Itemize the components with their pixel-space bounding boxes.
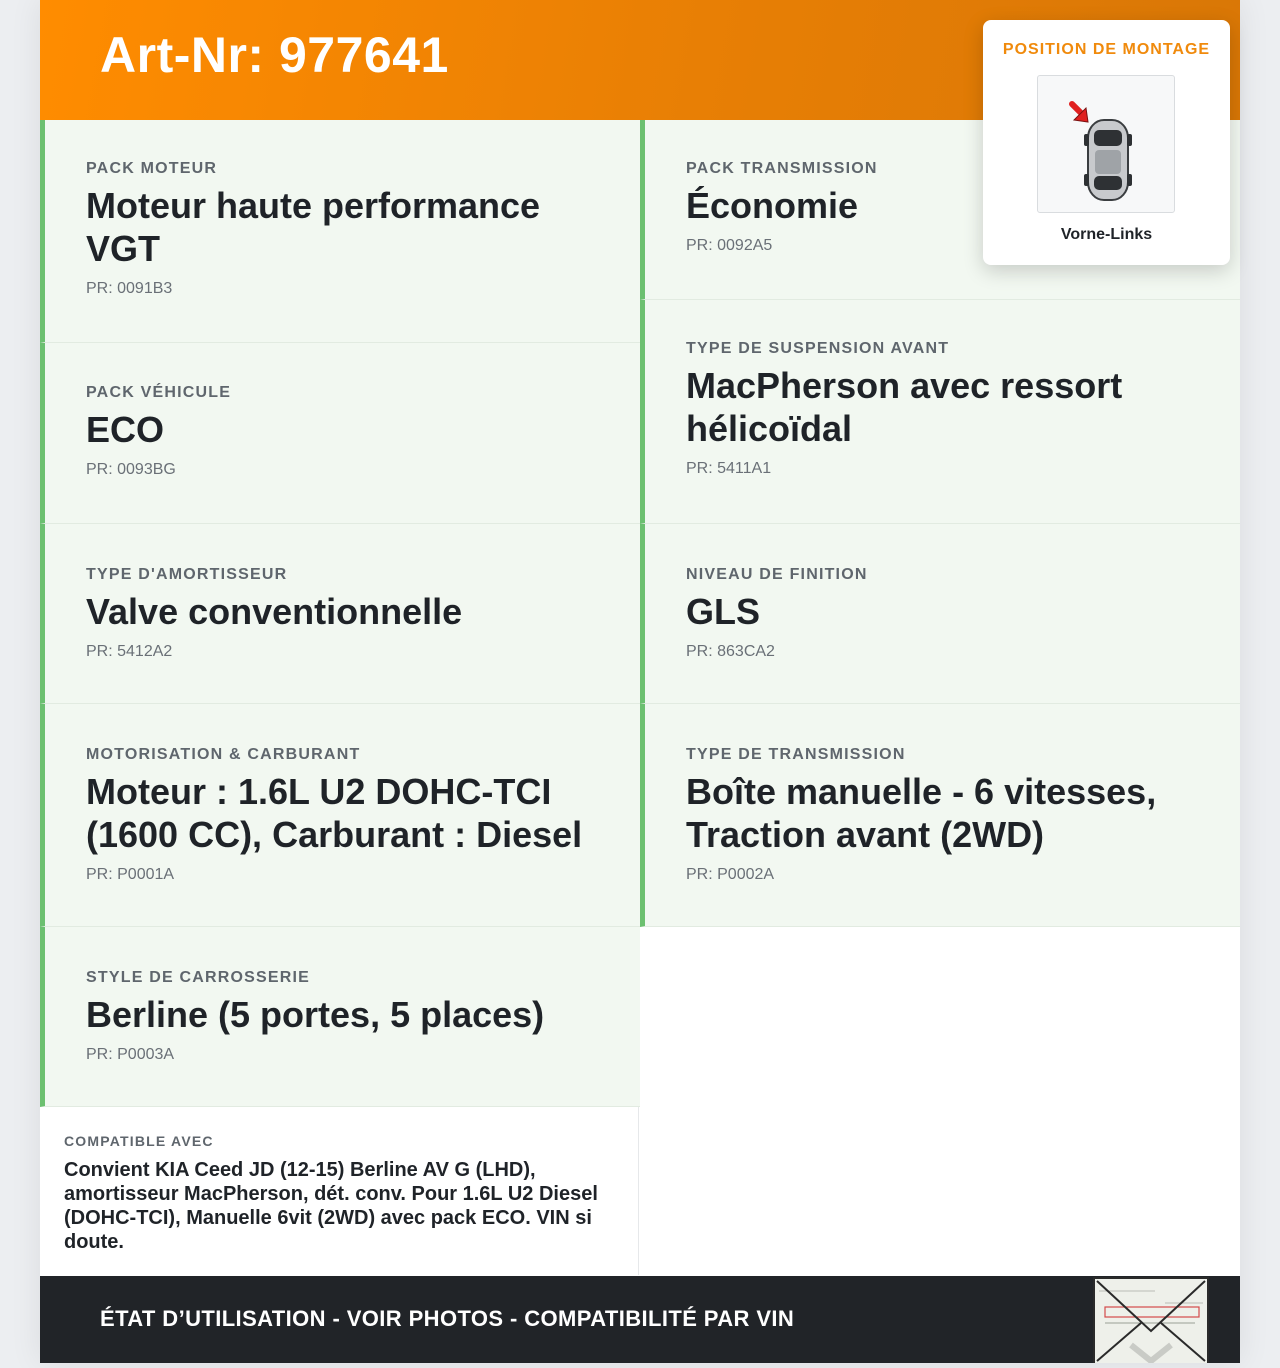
- product-sheet: [40, 0, 1240, 1363]
- article-number-title: Art-Nr: 977641: [100, 27, 449, 83]
- spec-cell-engine-fuel: [40, 704, 640, 927]
- spec-label: TYPE DE TRANSMISSION: [686, 746, 906, 763]
- spec-value: Économie: [686, 185, 859, 226]
- spec-label: NIVEAU DE FINITION: [686, 566, 868, 583]
- spec-label: TYPE D'AMORTISSEUR: [86, 566, 288, 583]
- spec-pr-code: PR: P0002A: [686, 866, 775, 883]
- spec-pr-code: PR: 863CA2: [686, 643, 775, 660]
- car-top-view-icon: [1037, 75, 1175, 213]
- spec-cell-trim-level: [640, 524, 1240, 704]
- spec-cell-transmission-type: [640, 704, 1240, 927]
- spec-value: ECO: [86, 409, 165, 450]
- spec-value: Moteur haute performance VGT: [86, 185, 541, 269]
- spec-value: MacPherson avec ressort hélicoïdal: [686, 365, 1123, 449]
- spec-pr-code: PR: 5411A1: [686, 460, 772, 477]
- spec-label: PACK VÉHICULE: [86, 384, 232, 401]
- compatibility-block: [40, 1107, 639, 1275]
- spec-pr-code: PR: 5412A2: [86, 643, 173, 660]
- mounting-position-card: [983, 20, 1230, 265]
- spec-label: STYLE DE CARROSSERIE: [86, 969, 311, 986]
- mounting-position-label: Vorne-Links: [1060, 226, 1153, 243]
- spec-pr-code: PR: 0091B3: [86, 280, 173, 297]
- spec-pr-code: PR: P0003A: [86, 1046, 175, 1063]
- spec-cell-front-suspension: [640, 300, 1240, 524]
- spec-cell-shock-type: [40, 524, 640, 704]
- footer-notice: ÉTAT D’UTILISATION - VOIR PHOTOS - COMPATIBILITÉ PAR VIN: [100, 1306, 795, 1331]
- spec-value: Valve conventionnelle: [86, 591, 463, 632]
- spec-label: PACK TRANSMISSION: [686, 160, 878, 177]
- mounting-position-title: POSITION DE MONTAGE: [1002, 41, 1211, 58]
- spec-value: Boîte manuelle - 6 vitesses, Traction avant (2WD): [686, 771, 1157, 855]
- spec-cell-vehicle-pack: [40, 343, 640, 524]
- empty-grid-cell: [640, 927, 1240, 1275]
- spec-pr-code: PR: P0001A: [86, 866, 175, 883]
- compatibility-text: Convient KIA Ceed JD (12-15) Berline AV G (LHD), amortisseur MacPherson, dét. conv. Pour 1.6L U2 Diesel (DOHC-TCI), Manuelle 6vit (2WD) avec pack ECO. VIN si doute.: [64, 1159, 598, 1253]
- registration-envelope-icon: [1093, 1277, 1209, 1363]
- spec-value: GLS: [686, 591, 761, 632]
- footer-bar: [40, 1276, 1240, 1363]
- spec-value: Moteur : 1.6L U2 DOHC-TCI (1600 CC), Carburant : Diesel: [86, 771, 583, 855]
- spec-label: PACK MOTEUR: [86, 160, 218, 177]
- spec-value: Berline (5 portes, 5 places): [86, 994, 545, 1035]
- compatibility-label: COMPATIBLE AVEC: [64, 1133, 214, 1149]
- spec-label: MOTORISATION & CARBURANT: [86, 746, 361, 763]
- spec-pr-code: PR: 0092A5: [686, 237, 773, 254]
- spec-cell-body-style: [40, 927, 640, 1107]
- spec-label: TYPE DE SUSPENSION AVANT: [686, 340, 950, 357]
- spec-pr-code: PR: 0093BG: [86, 461, 176, 478]
- spec-cell-engine-pack: [40, 120, 640, 343]
